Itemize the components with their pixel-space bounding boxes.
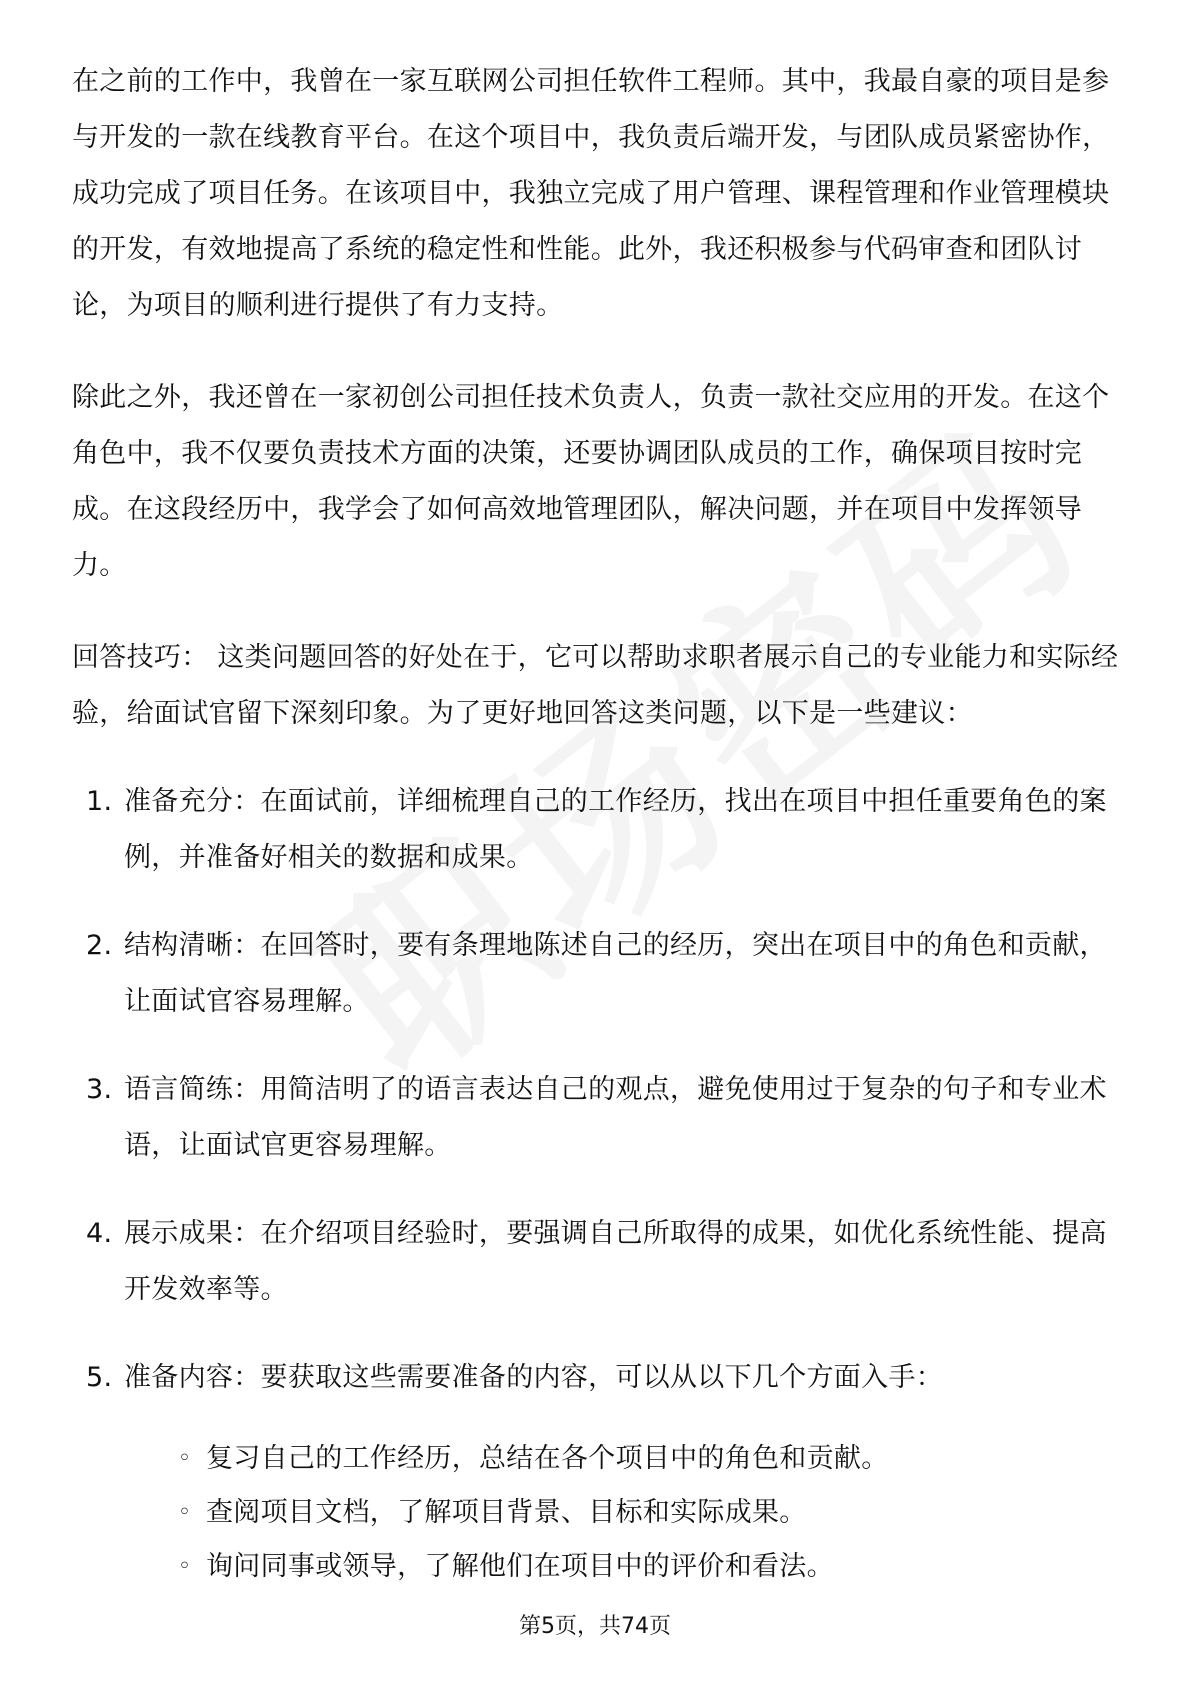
sub-item-text: 询问同事或领导，了解他们在项目中的评价和看法。	[206, 1551, 834, 1582]
tip-item	[72, 1206, 1122, 1318]
tip-number: 2.	[86, 930, 113, 961]
page-content	[72, 54, 1122, 1626]
tip-text: 准备内容：要获取这些需要准备的内容，可以从以下几个方面入手：	[124, 1362, 943, 1393]
tip-item	[72, 918, 1122, 1030]
sub-item-text: 复习自己的工作经历，总结在各个项目中的角色和贡献。	[206, 1443, 889, 1474]
tip-text: 展示成果：在介绍项目经验时，要强调自己所取得的成果，如优化系统性能、提高开发效率等。	[124, 1218, 1107, 1305]
paragraph-experience-1: 在之前的工作中，我曾在一家互联网公司担任软件工程师。其中，我最自豪的项目是参与开发的一款在线教育平台。在这个项目中，我负责后端开发，与团队成员紧密协作，成功完成了项目任务。在该项目中，我独立完成了用户管理、课程管理和作业管理模块的开发，有效地提高了系统的稳定性和性能。此外，我还积极参与代码审查和团队讨论，为项目的顺利进行提供了有力支持。	[72, 66, 1110, 321]
sub-list	[124, 1432, 1122, 1594]
tip-text: 准备充分：在面试前，详细梳理自己的工作经历，找出在项目中担任重要角色的案例，并准备好相关的数据和成果。	[124, 786, 1107, 873]
tip-number: 3.	[86, 1074, 113, 1105]
tip-item	[72, 1350, 1122, 1594]
tip-item	[72, 1062, 1122, 1174]
tip-number: 1.	[86, 786, 113, 817]
tip-number: 4.	[86, 1218, 113, 1249]
sub-item-text: 查阅项目文档，了解项目背景、目标和实际成果。	[206, 1497, 807, 1528]
sub-list-item	[178, 1486, 1122, 1540]
tip-item	[72, 774, 1122, 886]
bullet-icon: ◦	[178, 1446, 192, 1471]
bullet-icon: ◦	[178, 1554, 192, 1579]
page-footer: 第5页，共74页	[519, 1614, 671, 1639]
bullet-icon: ◦	[178, 1500, 192, 1525]
paragraph-experience-2: 除此之外，我还曾在一家初创公司担任技术负责人，负责一款社交应用的开发。在这个角色中，我不仅要负责技术方面的决策，还要协调团队成员的工作，确保项目按时完成。在这段经历中，我学会了如何高效地管理团队，解决问题，并在项目中发挥领导力。	[72, 382, 1110, 581]
tips-list	[72, 774, 1122, 1594]
sub-list-item	[178, 1432, 1122, 1486]
tips-intro: 回答技巧： 这类问题回答的好处在于，它可以帮助求职者展示自己的专业能力和实际经验，给面试官留下深刻印象。为了更好地回答这类问题，以下是一些建议：	[72, 642, 1119, 729]
tip-text: 结构清晰：在回答时，要有条理地陈述自己的经历，突出在项目中的角色和贡献，让面试官容易理解。	[124, 930, 1107, 1017]
tip-number: 5.	[86, 1362, 113, 1393]
sub-list-item	[178, 1540, 1122, 1594]
tip-text: 语言简练：用简洁明了的语言表达自己的观点，避免使用过于复杂的句子和专业术语，让面试官更容易理解。	[124, 1074, 1107, 1161]
